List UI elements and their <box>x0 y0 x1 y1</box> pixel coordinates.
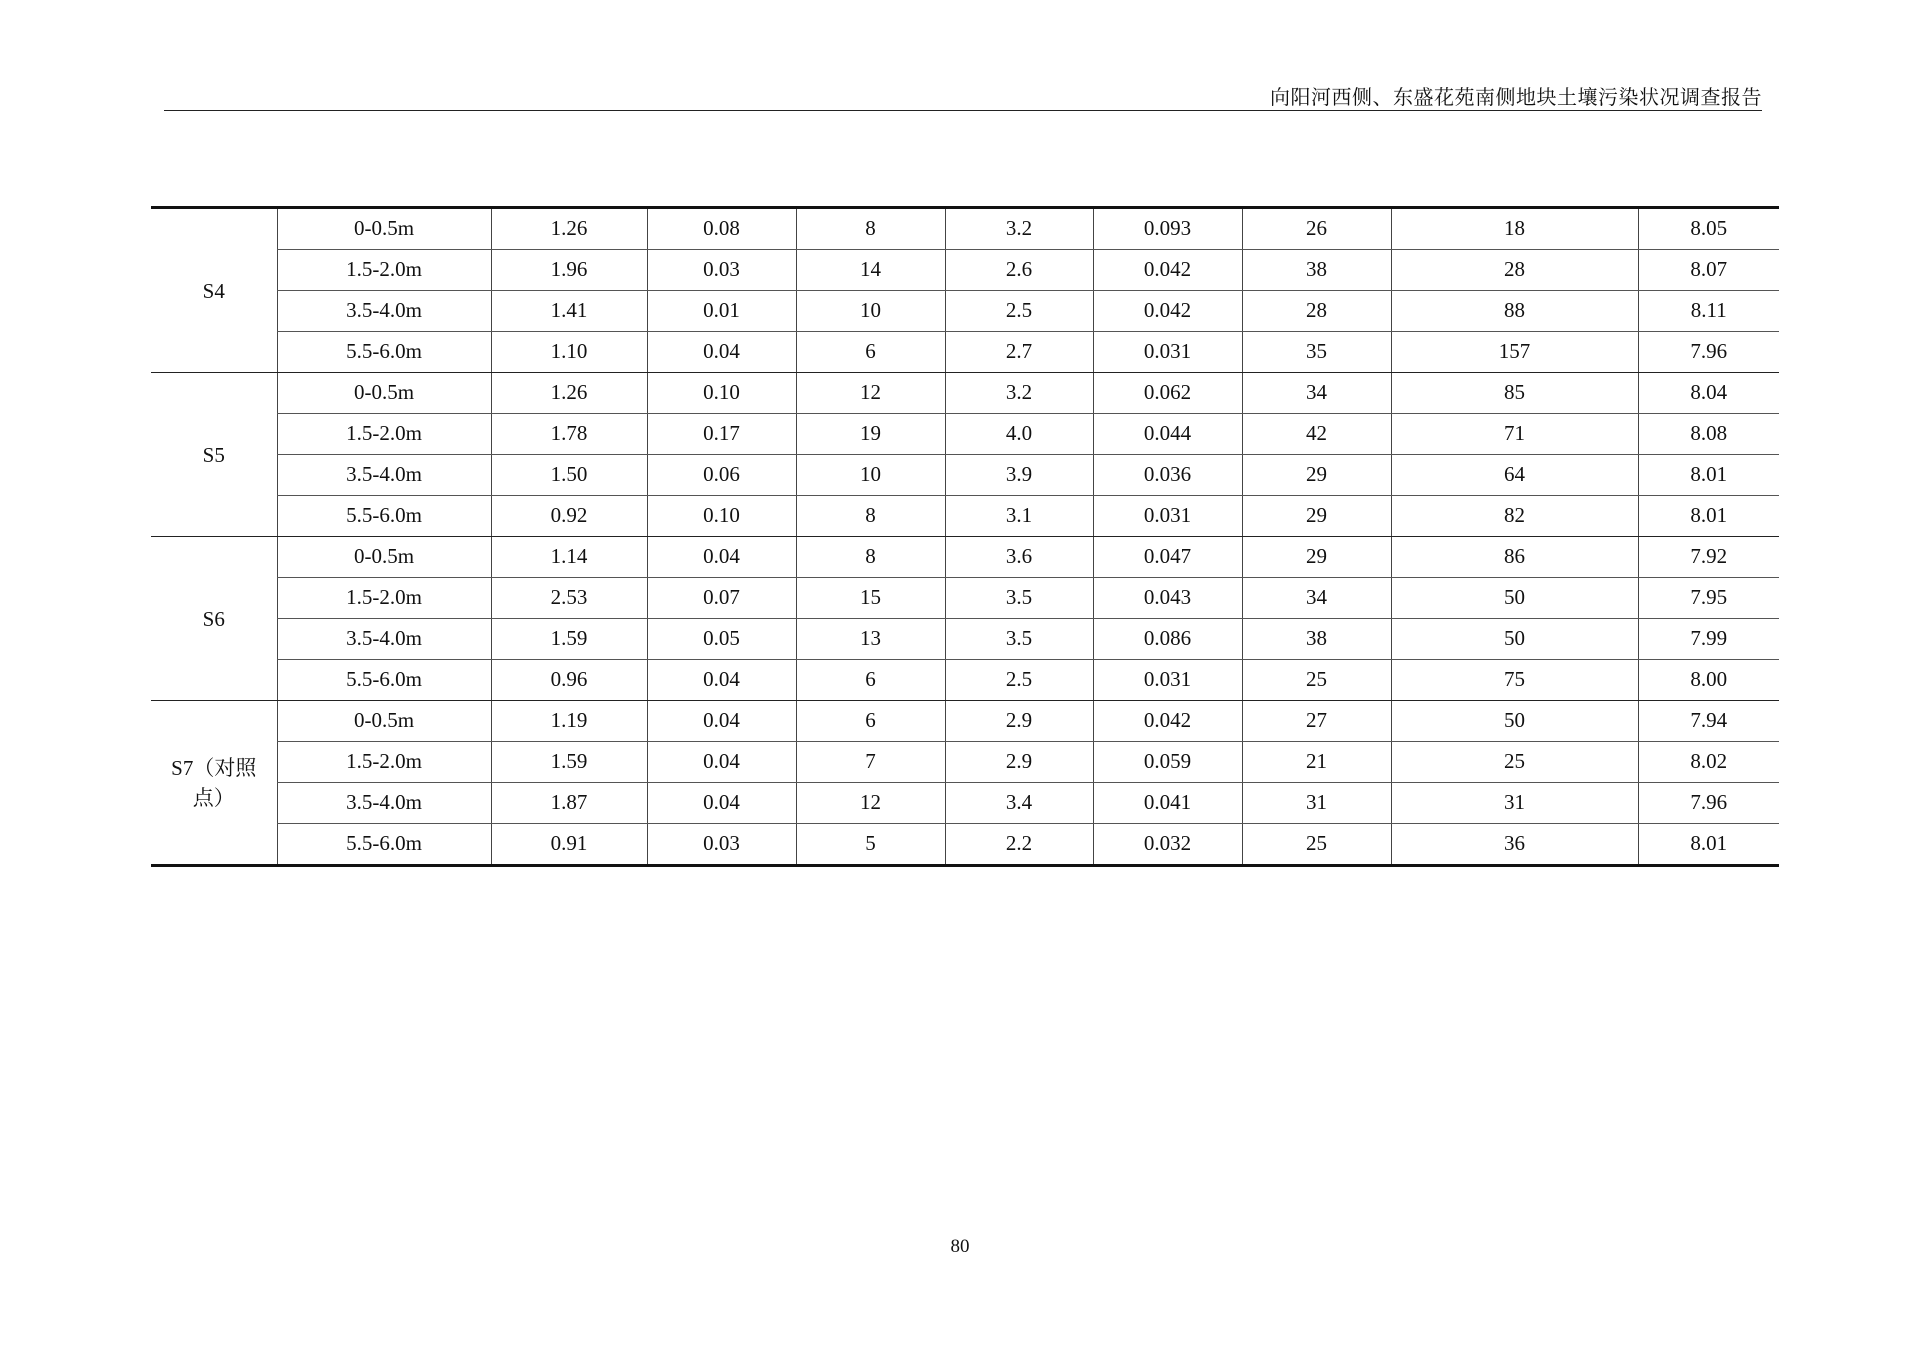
value-cell: 1.59 <box>491 619 647 660</box>
value-cell: 28 <box>1391 250 1638 291</box>
depth-cell: 1.5-2.0m <box>277 250 491 291</box>
value-cell: 8 <box>796 537 945 578</box>
value-cell: 0.10 <box>647 373 796 414</box>
value-cell: 27 <box>1242 701 1391 742</box>
value-cell: 2.9 <box>945 701 1093 742</box>
value-cell: 25 <box>1242 660 1391 701</box>
table-row <box>151 373 1779 414</box>
value-cell: 0.059 <box>1093 742 1242 783</box>
value-cell: 7 <box>796 742 945 783</box>
page-header <box>164 76 1762 111</box>
value-cell: 18 <box>1391 208 1638 250</box>
value-cell: 8.07 <box>1638 250 1779 291</box>
value-cell: 7.94 <box>1638 701 1779 742</box>
value-cell: 8 <box>796 496 945 537</box>
value-cell: 0.04 <box>647 783 796 824</box>
value-cell: 26 <box>1242 208 1391 250</box>
depth-cell: 0-0.5m <box>277 208 491 250</box>
value-cell: 71 <box>1391 414 1638 455</box>
soil-data-table <box>151 206 1779 867</box>
value-cell: 7.99 <box>1638 619 1779 660</box>
value-cell: 10 <box>796 455 945 496</box>
value-cell: 82 <box>1391 496 1638 537</box>
value-cell: 50 <box>1391 701 1638 742</box>
value-cell: 0.10 <box>647 496 796 537</box>
value-cell: 15 <box>796 578 945 619</box>
value-cell: 3.5 <box>945 619 1093 660</box>
value-cell: 0.062 <box>1093 373 1242 414</box>
value-cell: 1.50 <box>491 455 647 496</box>
value-cell: 2.2 <box>945 824 1093 866</box>
table-row <box>151 496 1779 537</box>
value-cell: 0.04 <box>647 332 796 373</box>
table-row <box>151 250 1779 291</box>
table-row <box>151 783 1779 824</box>
value-cell: 0.031 <box>1093 660 1242 701</box>
sample-site-cell: S6 <box>151 537 277 701</box>
depth-cell: 3.5-4.0m <box>277 783 491 824</box>
value-cell: 0.07 <box>647 578 796 619</box>
value-cell: 8.05 <box>1638 208 1779 250</box>
value-cell: 7.92 <box>1638 537 1779 578</box>
value-cell: 6 <box>796 660 945 701</box>
value-cell: 0.04 <box>647 742 796 783</box>
value-cell: 34 <box>1242 373 1391 414</box>
value-cell: 0.96 <box>491 660 647 701</box>
depth-cell: 1.5-2.0m <box>277 742 491 783</box>
value-cell: 8.02 <box>1638 742 1779 783</box>
value-cell: 8.04 <box>1638 373 1779 414</box>
depth-cell: 5.5-6.0m <box>277 660 491 701</box>
value-cell: 50 <box>1391 578 1638 619</box>
value-cell: 3.5 <box>945 578 1093 619</box>
value-cell: 1.96 <box>491 250 647 291</box>
table-row <box>151 332 1779 373</box>
value-cell: 0.03 <box>647 824 796 866</box>
table-row <box>151 455 1779 496</box>
value-cell: 3.9 <box>945 455 1093 496</box>
value-cell: 25 <box>1391 742 1638 783</box>
value-cell: 7.95 <box>1638 578 1779 619</box>
value-cell: 29 <box>1242 455 1391 496</box>
value-cell: 0.04 <box>647 537 796 578</box>
value-cell: 38 <box>1242 250 1391 291</box>
depth-cell: 5.5-6.0m <box>277 496 491 537</box>
value-cell: 0.04 <box>647 701 796 742</box>
value-cell: 3.6 <box>945 537 1093 578</box>
value-cell: 6 <box>796 332 945 373</box>
value-cell: 64 <box>1391 455 1638 496</box>
value-cell: 0.01 <box>647 291 796 332</box>
table-row <box>151 824 1779 866</box>
value-cell: 29 <box>1242 537 1391 578</box>
value-cell: 0.03 <box>647 250 796 291</box>
value-cell: 1.41 <box>491 291 647 332</box>
value-cell: 31 <box>1242 783 1391 824</box>
value-cell: 0.093 <box>1093 208 1242 250</box>
value-cell: 12 <box>796 783 945 824</box>
value-cell: 5 <box>796 824 945 866</box>
value-cell: 157 <box>1391 332 1638 373</box>
value-cell: 6 <box>796 701 945 742</box>
value-cell: 28 <box>1242 291 1391 332</box>
value-cell: 1.59 <box>491 742 647 783</box>
value-cell: 2.7 <box>945 332 1093 373</box>
value-cell: 36 <box>1391 824 1638 866</box>
depth-cell: 3.5-4.0m <box>277 619 491 660</box>
depth-cell: 5.5-6.0m <box>277 332 491 373</box>
value-cell: 2.5 <box>945 291 1093 332</box>
sample-site-cell: S5 <box>151 373 277 537</box>
value-cell: 8.01 <box>1638 496 1779 537</box>
value-cell: 14 <box>796 250 945 291</box>
value-cell: 75 <box>1391 660 1638 701</box>
value-cell: 88 <box>1391 291 1638 332</box>
value-cell: 1.78 <box>491 414 647 455</box>
value-cell: 34 <box>1242 578 1391 619</box>
report-title: 向阳河西侧、东盛花苑南侧地块土壤污染状况调查报告 <box>1270 87 1762 109</box>
value-cell: 19 <box>796 414 945 455</box>
page-number: 80 <box>950 1236 970 1257</box>
value-cell: 86 <box>1391 537 1638 578</box>
value-cell: 8 <box>796 208 945 250</box>
value-cell: 50 <box>1391 619 1638 660</box>
value-cell: 0.92 <box>491 496 647 537</box>
value-cell: 1.26 <box>491 373 647 414</box>
value-cell: 7.96 <box>1638 783 1779 824</box>
value-cell: 1.87 <box>491 783 647 824</box>
value-cell: 1.19 <box>491 701 647 742</box>
value-cell: 0.031 <box>1093 332 1242 373</box>
table-row <box>151 208 1779 250</box>
sample-site-cell: S4 <box>151 208 277 373</box>
value-cell: 2.6 <box>945 250 1093 291</box>
value-cell: 2.53 <box>491 578 647 619</box>
value-cell: 25 <box>1242 824 1391 866</box>
value-cell: 0.05 <box>647 619 796 660</box>
value-cell: 0.044 <box>1093 414 1242 455</box>
value-cell: 0.06 <box>647 455 796 496</box>
value-cell: 3.2 <box>945 373 1093 414</box>
value-cell: 10 <box>796 291 945 332</box>
value-cell: 13 <box>796 619 945 660</box>
value-cell: 21 <box>1242 742 1391 783</box>
depth-cell: 1.5-2.0m <box>277 414 491 455</box>
value-cell: 8.01 <box>1638 455 1779 496</box>
value-cell: 42 <box>1242 414 1391 455</box>
value-cell: 0.047 <box>1093 537 1242 578</box>
table-row <box>151 537 1779 578</box>
value-cell: 0.17 <box>647 414 796 455</box>
value-cell: 29 <box>1242 496 1391 537</box>
value-cell: 35 <box>1242 332 1391 373</box>
depth-cell: 3.5-4.0m <box>277 291 491 332</box>
value-cell: 38 <box>1242 619 1391 660</box>
depth-cell: 1.5-2.0m <box>277 578 491 619</box>
value-cell: 1.14 <box>491 537 647 578</box>
depth-cell: 3.5-4.0m <box>277 455 491 496</box>
value-cell: 8.01 <box>1638 824 1779 866</box>
table-row <box>151 291 1779 332</box>
table-row <box>151 701 1779 742</box>
value-cell: 0.041 <box>1093 783 1242 824</box>
depth-cell: 0-0.5m <box>277 701 491 742</box>
table-row <box>151 619 1779 660</box>
value-cell: 4.0 <box>945 414 1093 455</box>
value-cell: 3.4 <box>945 783 1093 824</box>
depth-cell: 5.5-6.0m <box>277 824 491 866</box>
depth-cell: 0-0.5m <box>277 373 491 414</box>
value-cell: 8.11 <box>1638 291 1779 332</box>
value-cell: 0.043 <box>1093 578 1242 619</box>
table-row <box>151 578 1779 619</box>
value-cell: 1.10 <box>491 332 647 373</box>
value-cell: 3.1 <box>945 496 1093 537</box>
value-cell: 12 <box>796 373 945 414</box>
table-row <box>151 660 1779 701</box>
value-cell: 2.9 <box>945 742 1093 783</box>
value-cell: 1.26 <box>491 208 647 250</box>
value-cell: 0.032 <box>1093 824 1242 866</box>
value-cell: 2.5 <box>945 660 1093 701</box>
value-cell: 0.91 <box>491 824 647 866</box>
depth-cell: 0-0.5m <box>277 537 491 578</box>
sample-site-cell: S7（对照点） <box>151 701 277 866</box>
value-cell: 3.2 <box>945 208 1093 250</box>
value-cell: 0.08 <box>647 208 796 250</box>
value-cell: 0.04 <box>647 660 796 701</box>
value-cell: 0.042 <box>1093 701 1242 742</box>
value-cell: 0.086 <box>1093 619 1242 660</box>
value-cell: 8.00 <box>1638 660 1779 701</box>
table-row <box>151 742 1779 783</box>
value-cell: 0.042 <box>1093 250 1242 291</box>
table-body <box>151 208 1779 866</box>
table-row <box>151 414 1779 455</box>
value-cell: 0.031 <box>1093 496 1242 537</box>
value-cell: 7.96 <box>1638 332 1779 373</box>
value-cell: 85 <box>1391 373 1638 414</box>
value-cell: 31 <box>1391 783 1638 824</box>
value-cell: 0.042 <box>1093 291 1242 332</box>
value-cell: 8.08 <box>1638 414 1779 455</box>
value-cell: 0.036 <box>1093 455 1242 496</box>
